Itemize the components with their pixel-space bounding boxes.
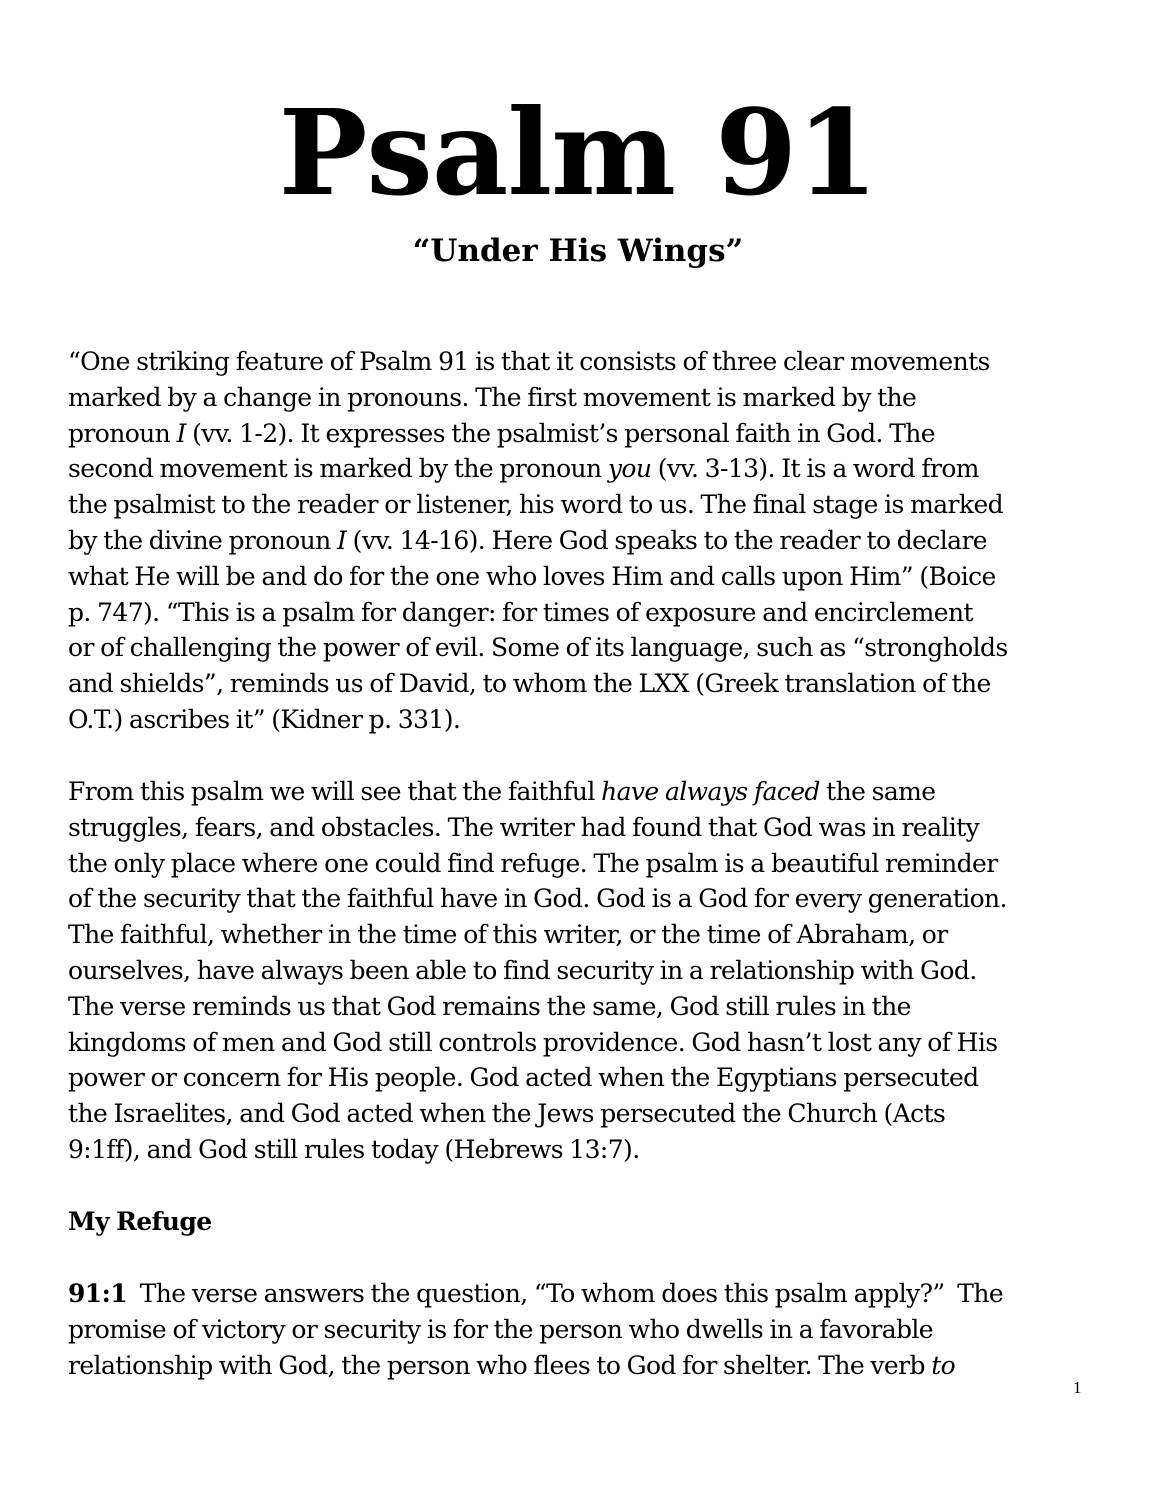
paragraph-line: the only place where one could find refuge. The psalm is a beautiful reminder — [68, 848, 998, 878]
paragraph-line: the Israelites, and God acted when the Jews persecuted the Church (Acts — [68, 1099, 946, 1129]
paragraph-line: pronoun I (vv. 1-2). It expresses the psalmist’s personal faith in God. The — [68, 418, 936, 448]
paragraph-line: struggles, fears, and obstacles. The writer had found that God was in reality — [68, 812, 980, 842]
paragraph-line: the psalmist to the reader or listener, his word to us. The final stage is marked — [68, 490, 1004, 520]
emphasis: I — [337, 525, 347, 555]
emphasis: have always faced — [601, 777, 820, 806]
paragraph-line: second movement is marked by the pronoun you (vv. 3-13). It is a word from — [68, 454, 979, 484]
paragraph-line: O.T.) ascribes it” (Kidner p. 331). — [68, 704, 461, 734]
emphasis: I — [176, 418, 186, 448]
paragraph-line: of the security that the faithful have in God. God is a God for every generation. — [68, 884, 1007, 914]
paragraph-line: promise of victory or security is for the person who dwells in a favorable — [68, 1314, 933, 1344]
verse-paragraph — [68, 1276, 1108, 1383]
paragraph-line: The faithful, whether in the time of this writer, or the time of Abraham, or — [68, 920, 948, 950]
paragraph-line: marked by a change in pronouns. The first movement is marked by the — [68, 382, 917, 412]
paragraph-line: “One striking feature of Psalm 91 is that it consists of three clear movements — [68, 347, 990, 376]
page-number: 1 — [1073, 1378, 1082, 1397]
emphasis: you — [607, 454, 652, 484]
page-title: Psalm 91 — [278, 83, 878, 222]
paragraph-line: ourselves, have always been able to find security in a relationship with God. — [68, 955, 977, 985]
paragraph-line: p. 747). “This is a psalm for danger: for times of exposure and encirclement — [68, 597, 973, 627]
page-subtitle: “Under His Wings” — [412, 233, 744, 269]
paragraph-line: The verse reminds us that God remains the same, God still rules in the — [68, 991, 911, 1021]
section-heading: My Refuge — [68, 1207, 212, 1236]
paragraph-line: and shields”, reminds us of David, to whom the LXX (Greek translation of the — [68, 669, 991, 699]
paragraph-line: relationship with God, the person who flees to God for shelter. The verb to — [68, 1350, 956, 1380]
intro-paragraph — [68, 344, 1108, 738]
paragraph-line: 9:1ff), and God still rules today (Hebrews 13:7). — [68, 1134, 640, 1164]
paragraph-line: power or concern for His people. God acted when the Egyptians persecuted — [68, 1063, 979, 1093]
emphasis: to — [931, 1350, 956, 1380]
verse-reference: 91:1 — [68, 1279, 128, 1308]
paragraph-line: 91:1 The verse answers the question, “To whom does this psalm apply?” The — [68, 1279, 1004, 1308]
paragraph-line: by the divine pronoun I (vv. 14-16). Here God speaks to the reader to declare — [68, 525, 987, 555]
second-paragraph — [68, 774, 1108, 1168]
paragraph-line: or of challenging the power of evil. Some of its language, such as “strongholds — [68, 633, 1008, 663]
paragraph-line: kingdoms of men and God still controls providence. God hasn’t lost any of His — [68, 1027, 998, 1057]
paragraph-line: what He will be and do for the one who loves Him and calls upon Him” (Boice — [68, 561, 996, 591]
paragraph-line: From this psalm we will see that the faithful have always faced the same — [68, 777, 936, 806]
